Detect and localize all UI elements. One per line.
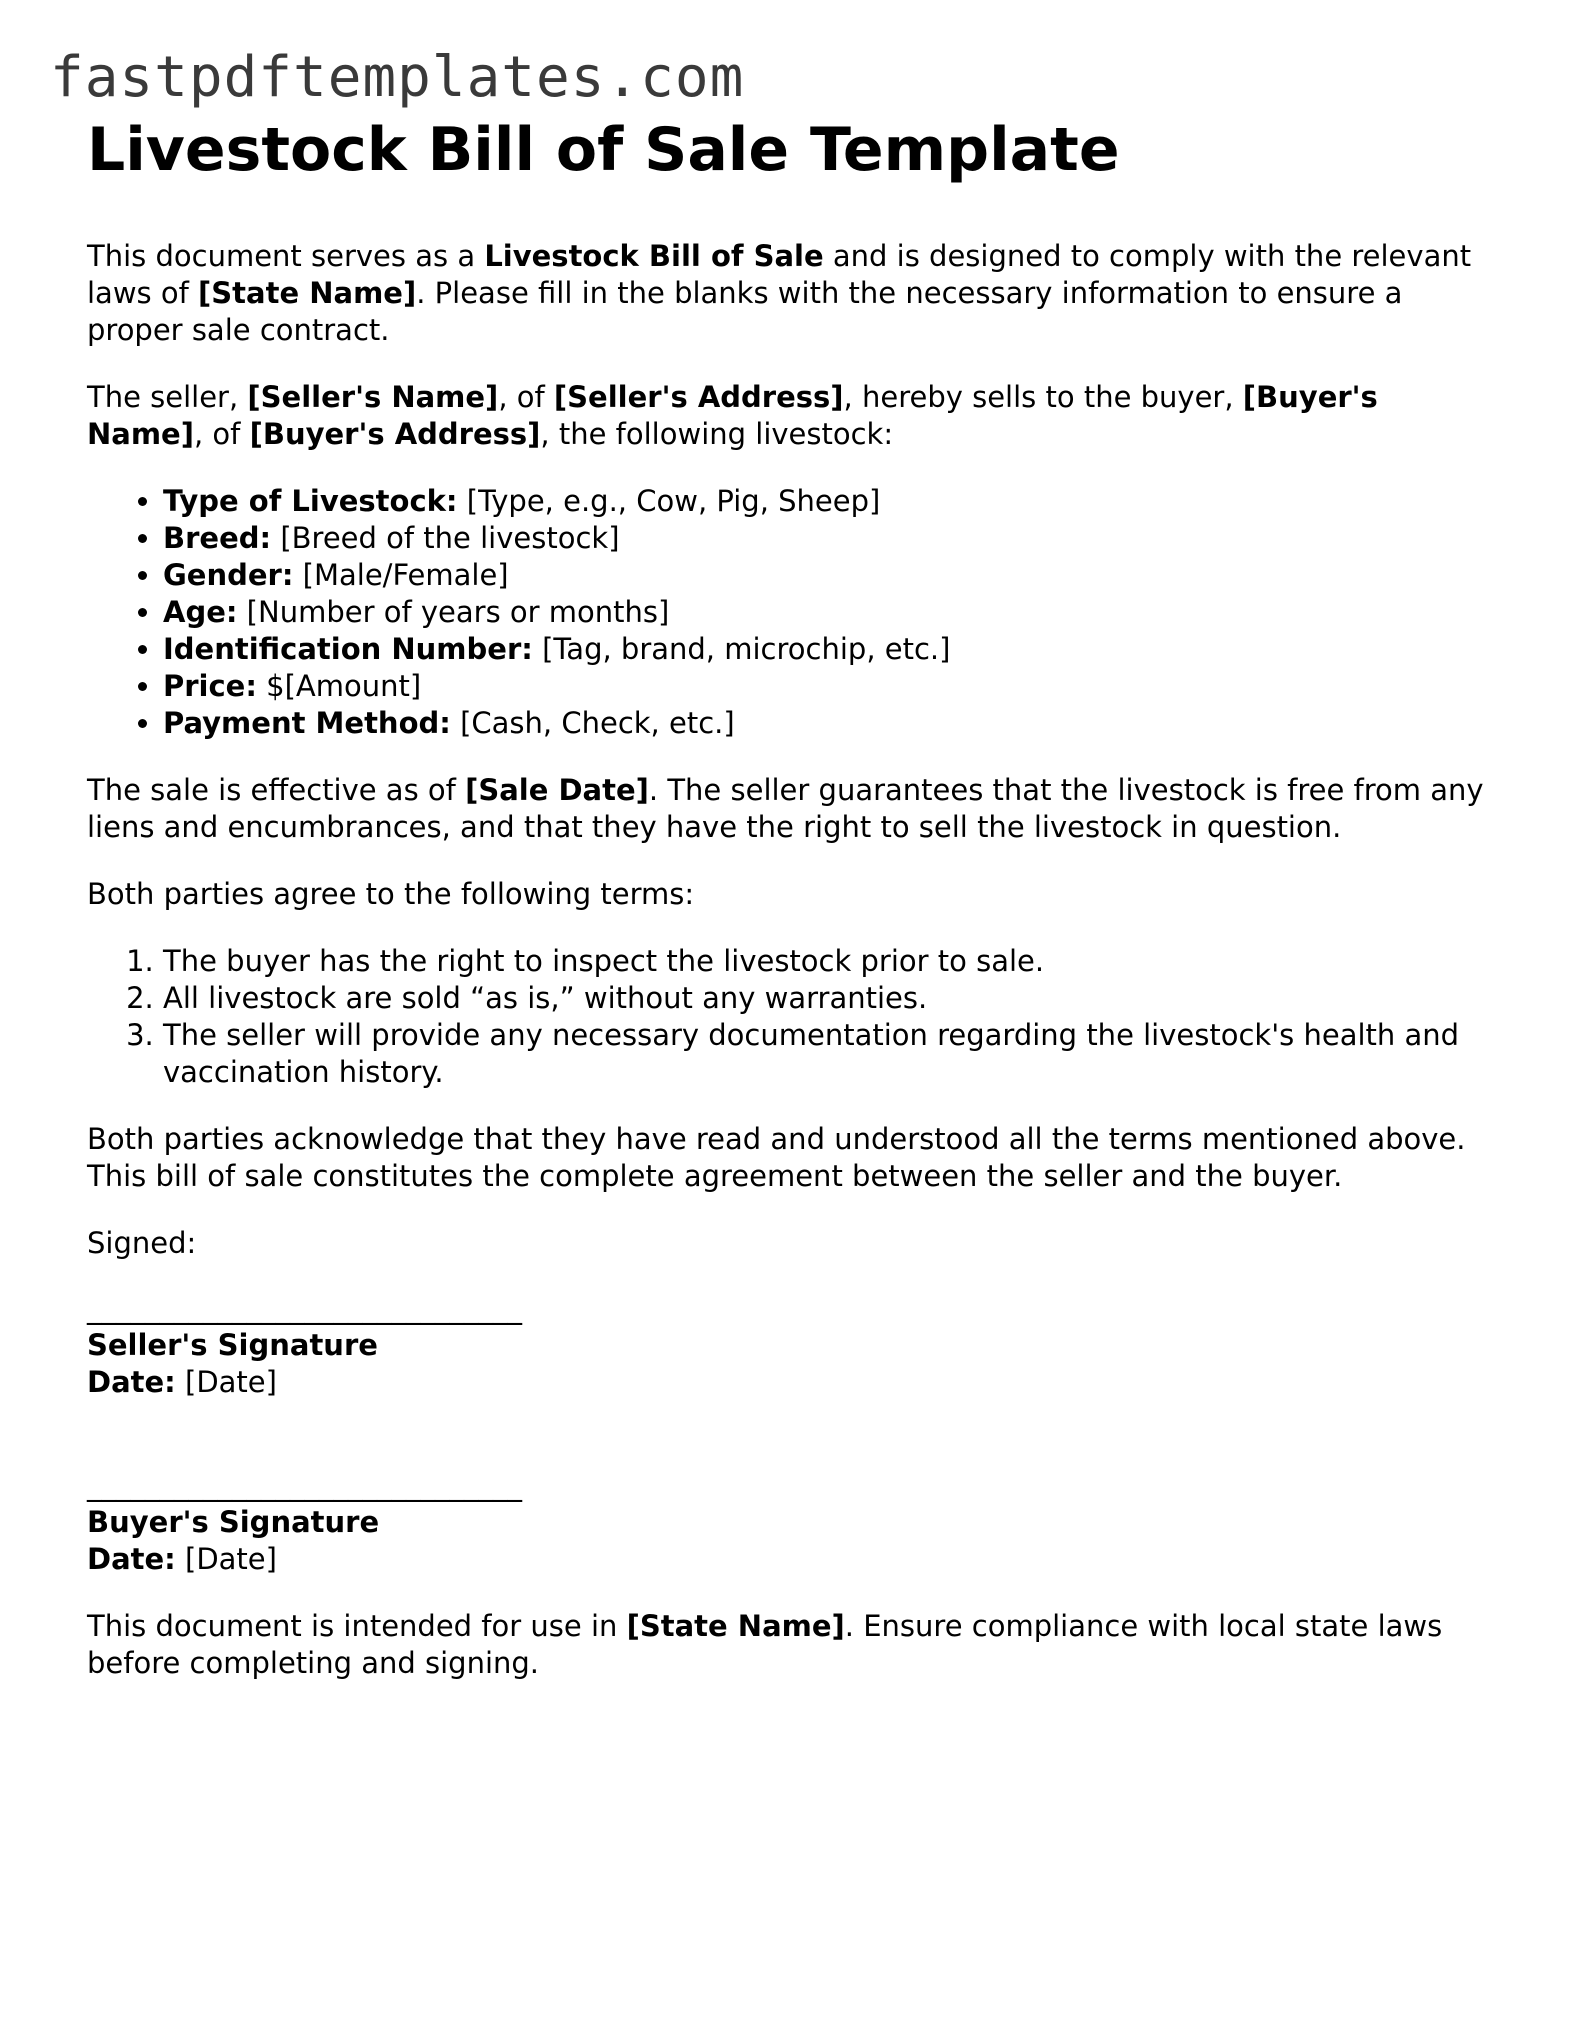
seller-date [87,1364,1487,1401]
terms-intro: Both parties agree to the following terms: [87,877,695,911]
footer-text: This document is intended for use in [87,1609,627,1643]
item-value: [Number of years or months] [237,595,670,629]
footer-text: . Ensure compliance with local state laws before completing and signing. [87,1609,1443,1680]
seller-signature-line: ______________________________ [87,1291,522,1325]
parties-text: The seller, [87,380,248,414]
intro-text: This document serves as a [87,239,485,273]
buyer-signature-line: ______________________________ [87,1468,522,1502]
seller-signature-label [87,1327,1487,1364]
parties-text: , of [498,380,554,414]
list-item [163,557,1487,594]
item-value: [Tag, brand, microchip, etc.] [532,632,951,666]
date-label: Date: [87,1365,176,1399]
intro-doc-type: Livestock Bill of Sale [484,239,824,273]
item-label: Age: [163,595,238,629]
intro-paragraph [87,238,1487,349]
effective-text: . The seller guarantees that the livestock is free from any liens and encumbrances, and that they have the right to sell the livestock in question. [87,773,1484,844]
item-label: Gender: [163,558,294,592]
list-item [163,631,1487,668]
state-name-placeholder: [State Name] [198,276,417,310]
list-item [163,594,1487,631]
buyer-address-placeholder: [Buyer's Address] [249,417,541,451]
terms-list [87,943,1487,1091]
parties-text: , hereby sells to the buyer, [843,380,1243,414]
watermark: fastpdftemplates.com [50,45,745,110]
list-item [163,520,1487,557]
acknowledgement-paragraph: Both parties acknowledge that they have read and understood all the terms mentioned above. This bill of sale constitutes the complete agreement between the seller and the buyer. [87,1122,1466,1193]
list-item: 2. All livestock are sold “as is,” without any warranties. [163,980,1487,1017]
intro-text: and is designed to comply with the relevant laws of [87,239,1472,310]
effective-date-paragraph [87,772,1487,846]
item-value: [Type, e.g., Cow, Pig, Sheep] [457,484,881,518]
seller-signature-text: Seller's Signature [87,1328,378,1362]
item-value: [Breed of the livestock] [271,521,620,555]
intro-text: . Please fill in the blanks with the necessary information to ensure a proper sale contract. [87,276,1403,347]
buyer-signature-label [87,1504,1487,1541]
seller-address-placeholder: [Seller's Address] [553,380,844,414]
parties-text: , of [193,417,250,451]
list-item: 1. The buyer has the right to inspect the livestock prior to sale. [163,943,1487,980]
document-title: Livestock Bill of Sale Template [87,115,1120,185]
list-item [163,668,1487,705]
item-label: Type of Livestock: [163,484,458,518]
item-label: Breed: [163,521,272,555]
footer-paragraph [87,1608,1487,1682]
date-value: [Date] [175,1542,277,1576]
item-label: Price: [163,669,257,703]
item-value: [Cash, Check, etc.] [450,706,735,740]
item-value: [Male/Female] [293,558,509,592]
livestock-details-list [87,483,1487,742]
buyer-date [87,1541,1487,1578]
parties-text: , the following livestock: [540,417,894,451]
sale-date-placeholder: [Sale Date] [465,773,649,807]
parties-paragraph [87,379,1487,453]
buyer-signature-text: Buyer's Signature [87,1505,380,1539]
date-label: Date: [87,1542,176,1576]
state-name-placeholder: [State Name] [626,1609,845,1643]
item-label: Identification Number: [163,632,533,666]
item-value: $[Amount] [256,669,422,703]
list-item [163,483,1487,520]
list-item: 3. The seller will provide any necessary documentation regarding the livestock's health and vaccination history. [163,1017,1487,1091]
signed-label: Signed: [87,1226,197,1260]
seller-name-placeholder: [Seller's Name] [247,380,499,414]
effective-text: The sale is effective as of [87,773,466,807]
buyer-name-placeholder: [Buyer's Name] [87,380,1378,451]
item-label: Payment Method: [163,706,451,740]
document-body [87,108,1487,1712]
date-value: [Date] [175,1365,277,1399]
list-item [163,705,1487,742]
